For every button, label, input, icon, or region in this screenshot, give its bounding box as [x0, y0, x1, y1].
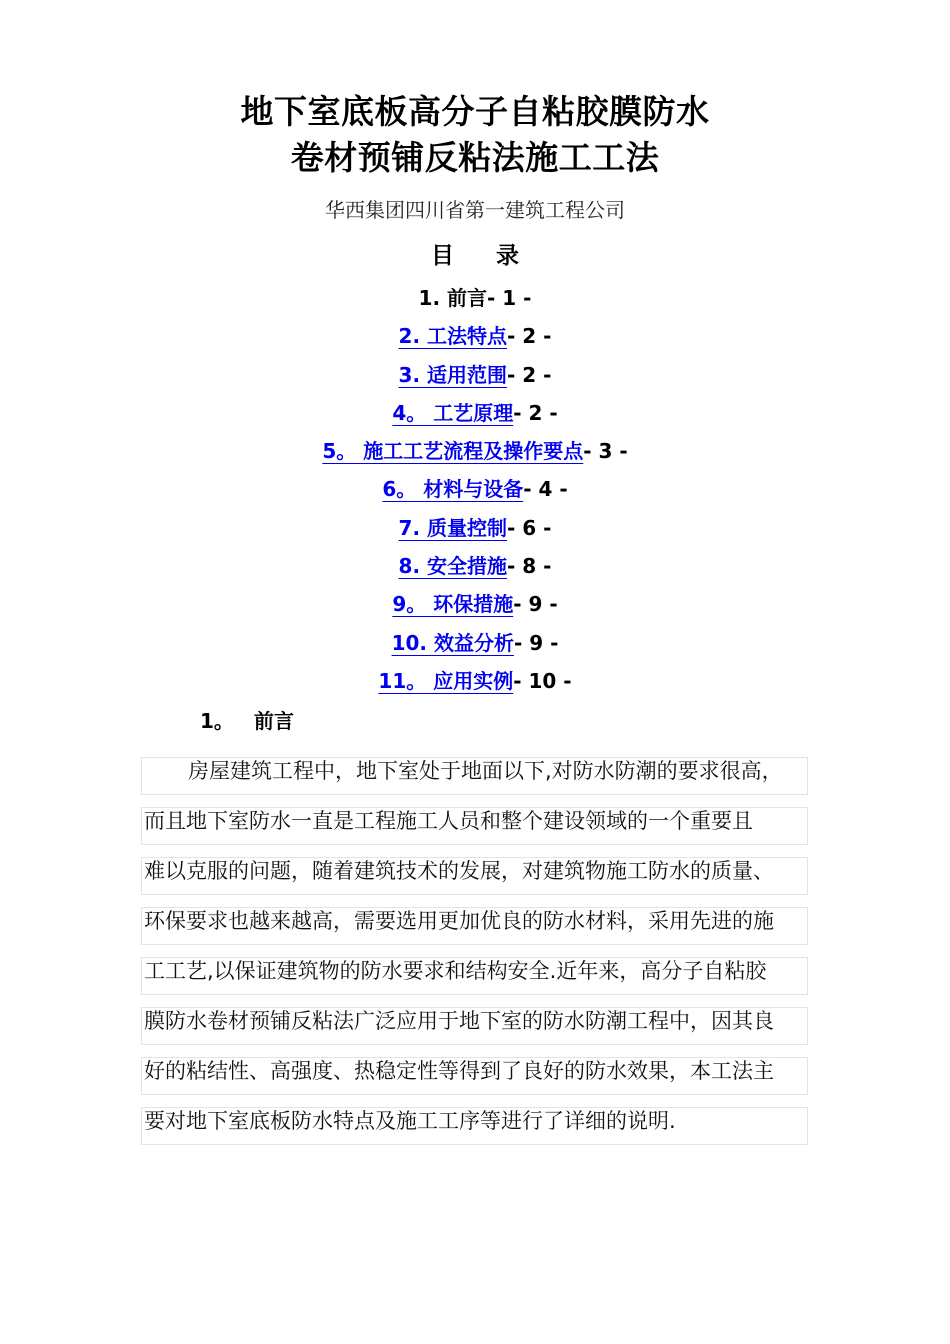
toc-link[interactable]: 4。 工艺原理: [392, 400, 514, 425]
toc-page-number: - 10 -: [513, 668, 572, 693]
toc-link[interactable]: 3. 适用范围: [398, 362, 508, 387]
toc-heading-char-1: 目: [431, 243, 454, 269]
toc-link[interactable]: 2. 工法特点: [398, 324, 508, 349]
company-name: 华西集团四川省第一建筑工程公司: [325, 198, 625, 222]
toc-item: [0, 360, 950, 398]
section-title: 前言: [253, 709, 294, 733]
toc-item: [0, 474, 950, 512]
toc-page-number: - 3 -: [583, 439, 628, 464]
toc-link[interactable]: 10. 效益分析: [391, 630, 514, 655]
document-title-line-2: 卷材预铺反粘法施工工法: [290, 138, 660, 177]
paragraph-line: [141, 1006, 831, 1056]
paragraph-line-text: 环保要求也越来越高，需要选用更加优良的防水材料，采用先进的施: [144, 909, 774, 933]
toc-page-number: - 1 -: [487, 286, 532, 310]
toc-item: [0, 398, 950, 436]
toc-item: [0, 321, 950, 359]
toc-link[interactable]: 7. 质量控制: [398, 515, 508, 540]
toc-page-number: - 9 -: [513, 630, 559, 655]
document-title-line-1: 地下室底板高分子自粘胶膜防水: [240, 92, 710, 131]
table-of-contents: [0, 283, 950, 704]
paragraph-line-text: 工工艺,以保证建筑物的防水要求和结构安全.近年来，高分子自粘胶: [144, 959, 767, 983]
toc-item: [0, 628, 950, 666]
paragraph-line: [141, 756, 831, 806]
toc-page-number: - 2 -: [507, 362, 552, 387]
paragraph-line-text: 房屋建筑工程中，地下室处于地面以下,对防水防潮的要求很高，: [188, 759, 783, 783]
paragraph-line-text: 好的粘结性、高强度、热稳定性等得到了良好的防水效果，本工法主: [144, 1059, 774, 1083]
toc-item: [0, 283, 950, 321]
paragraph-line: [141, 1056, 831, 1106]
section-number: 1。: [200, 709, 234, 733]
paragraph-line: [141, 856, 831, 906]
toc-item: [0, 551, 950, 589]
toc-heading: [0, 241, 950, 271]
toc-page-number: - 2 -: [507, 324, 552, 349]
toc-page-number: - 6 -: [507, 515, 552, 540]
toc-link[interactable]: 8. 安全措施: [398, 554, 508, 579]
toc-page-number: - 4 -: [523, 477, 568, 502]
paragraph-line-text: 而且地下室防水一直是工程施工人员和整个建设领域的一个重要且: [144, 809, 753, 833]
preface-paragraph: [141, 756, 831, 1156]
toc-item: [0, 589, 950, 627]
paragraph-line-text: 要对地下室底板防水特点及施工工序等进行了详细的说明.: [144, 1109, 676, 1133]
section-heading-preface: [200, 706, 294, 736]
toc-item: [0, 436, 950, 474]
paragraph-line: [141, 956, 831, 1006]
toc-heading-char-2: 录: [496, 243, 519, 269]
toc-link[interactable]: 5。 施工工艺流程及操作要点: [322, 439, 584, 464]
paragraph-line: [141, 806, 831, 856]
toc-link[interactable]: 11。 应用实例: [378, 668, 514, 693]
paragraph-line: [141, 1106, 831, 1156]
paragraph-line: [141, 906, 831, 956]
toc-link[interactable]: 1. 前言: [418, 286, 488, 310]
toc-link[interactable]: 6。 材料与设备: [382, 477, 524, 502]
paragraph-line-text: 难以克服的问题，随着建筑技术的发展，对建筑物施工防水的质量、: [144, 859, 774, 883]
paragraph-line-text: 膜防水卷材预铺反粘法广泛应用于地下室的防水防潮工程中，因其良: [144, 1009, 774, 1033]
toc-page-number: - 2 -: [513, 400, 558, 425]
toc-page-number: - 8 -: [507, 554, 552, 579]
toc-page-number: - 9 -: [513, 592, 558, 617]
toc-item: [0, 666, 950, 704]
toc-link[interactable]: 9。 环保措施: [392, 592, 514, 617]
toc-item: [0, 513, 950, 551]
